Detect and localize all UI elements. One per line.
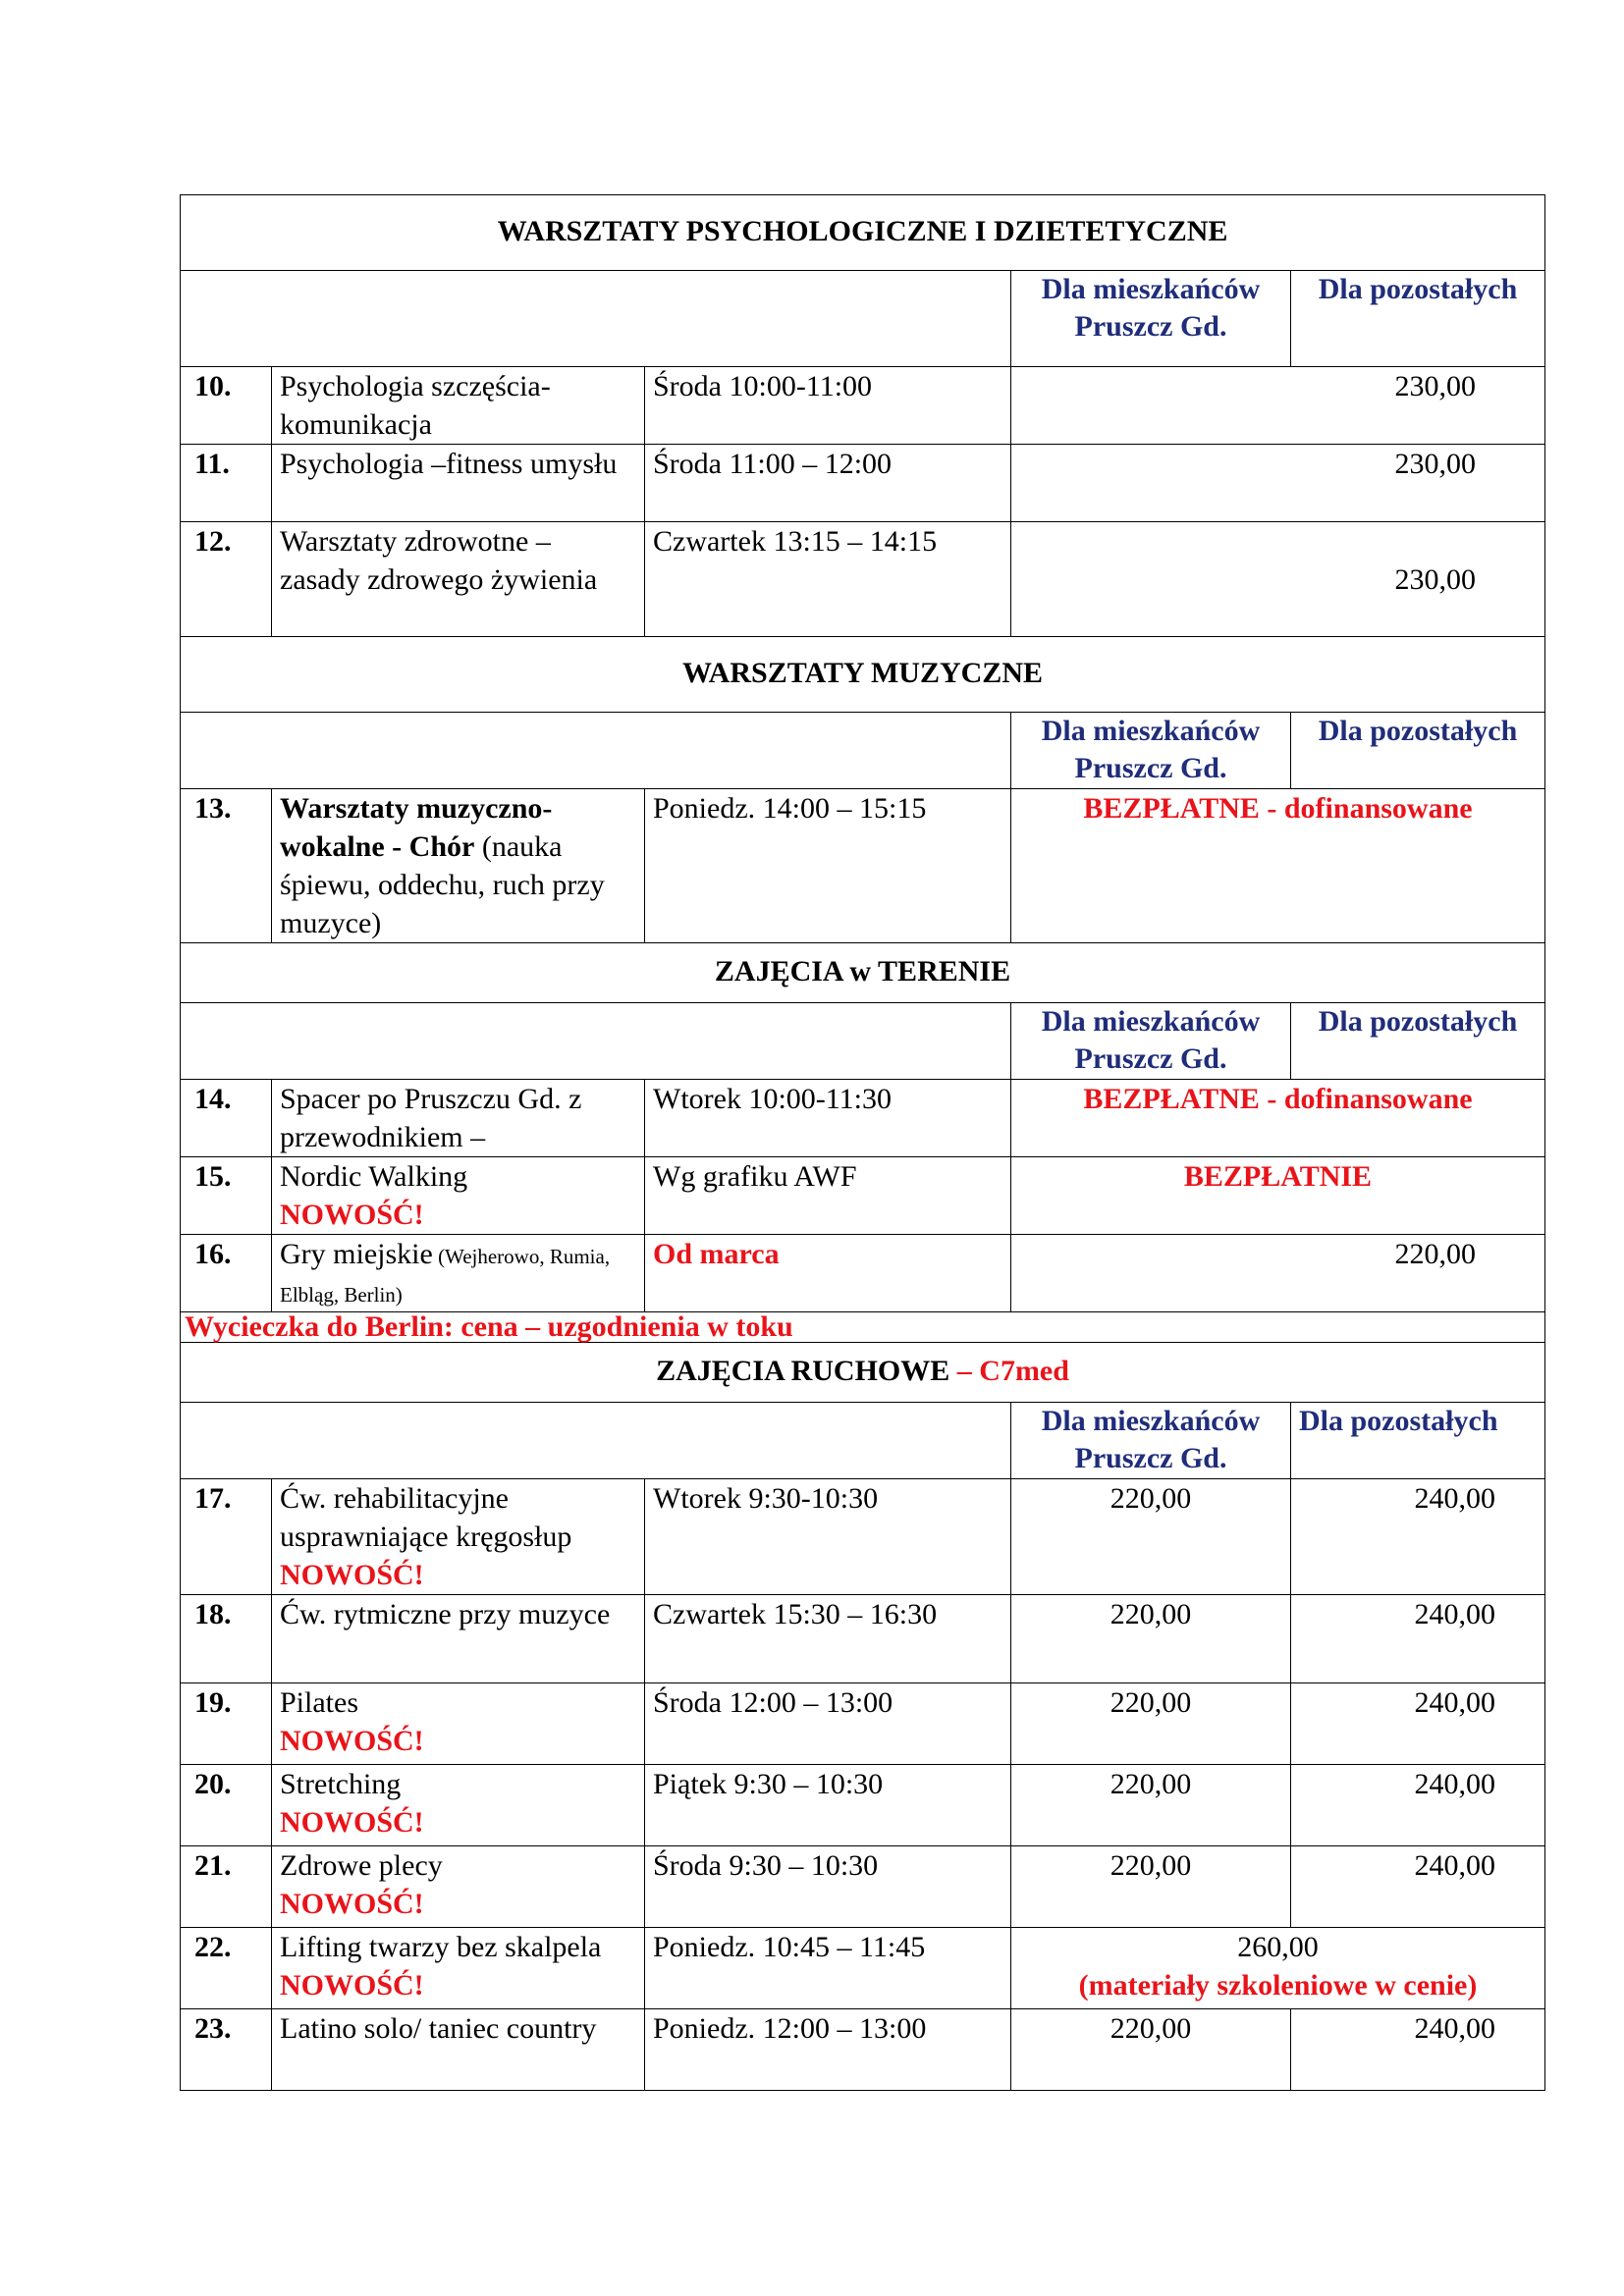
section-title: ZAJĘCIA w TERENIE (181, 943, 1545, 1003)
activity-price: BEZPŁATNIE (1011, 1157, 1545, 1235)
activity-price: 230,00 (1011, 367, 1545, 445)
row-number: 14. (181, 1080, 272, 1157)
row-number: 23. (181, 2009, 272, 2091)
header-others: Dla pozostałych (1291, 713, 1545, 789)
activity-name-bold: Warsztaty muzyczno-wokalne - Chór (280, 792, 553, 863)
price-residents: 220,00 (1011, 1479, 1291, 1595)
activity-name-text: Gry miejskie (280, 1238, 433, 1270)
header-others: Dla pozostałych (1291, 271, 1545, 367)
activity-price: 220,00 (1011, 1235, 1545, 1312)
header-others: Dla pozostałych (1291, 1003, 1545, 1080)
note-row (181, 1312, 1545, 1343)
activity-time: Od marca (645, 1235, 1011, 1312)
price-residents: 220,00 (1011, 1595, 1291, 1683)
activity-name (272, 1157, 645, 1235)
activity-time: Poniedz. 14:00 – 15:15 (645, 789, 1011, 943)
activity-time: Wg grafiku AWF (645, 1157, 1011, 1235)
table-row (181, 1595, 1545, 1683)
activity-name (272, 1765, 645, 1846)
section-title-row (181, 943, 1545, 1003)
new-badge: NOWOŚĆ! (280, 1969, 424, 2002)
new-badge: NOWOŚĆ! (280, 1199, 424, 1231)
price-residents: 220,00 (1011, 1765, 1291, 1846)
table-row (181, 367, 1545, 445)
price-others: 240,00 (1291, 1846, 1545, 1928)
price-others: 240,00 (1291, 1683, 1545, 1765)
column-header-row (181, 1003, 1545, 1080)
header-others: Dla pozostałych (1291, 1403, 1545, 1479)
schedule-table (180, 194, 1545, 2091)
new-badge: NOWOŚĆ! (280, 1888, 424, 1920)
activity-time: Czwartek 13:15 – 14:15 (645, 522, 1011, 637)
row-number: 13. (181, 789, 272, 943)
table-row (181, 1479, 1545, 1595)
price-others: 240,00 (1291, 1595, 1545, 1683)
activity-name: Ćw. rytmiczne przy muzyce (272, 1595, 645, 1683)
row-number: 15. (181, 1157, 272, 1235)
activity-name-text: Zdrowe plecy (280, 1849, 443, 1882)
activity-time: Poniedz. 10:45 – 11:45 (645, 1928, 1011, 2009)
table-row (181, 1683, 1545, 1765)
activity-name-text: Pilates (280, 1686, 358, 1719)
activity-name-places: (Wejherowo, Rumia, Elbląg, Berlin) (280, 1245, 611, 1307)
trip-note: Wycieczka do Berlin: cena – uzgodnienia w toku (181, 1312, 1545, 1343)
activity-price: BEZPŁATNE - dofinansowane (1011, 1080, 1545, 1157)
activity-time: Środa 10:00-11:00 (645, 367, 1011, 445)
section-title: WARSZTATY MUZYCZNE (181, 637, 1545, 713)
activity-name-text: Lifting twarzy bez skalpela (280, 1931, 602, 1963)
activity-price (1011, 1928, 1545, 2009)
activity-name: Spacer po Pruszczu Gd. z przewodnikiem – (272, 1080, 645, 1157)
activity-time: Wtorek 9:30-10:30 (645, 1479, 1011, 1595)
price-residents: 220,00 (1011, 2009, 1291, 2091)
section-title-row (181, 637, 1545, 713)
table-row (181, 1928, 1545, 2009)
price-others: 240,00 (1291, 2009, 1545, 2091)
header-residents: Dla mieszkańców Pruszcz Gd. (1011, 713, 1291, 789)
row-number: 19. (181, 1683, 272, 1765)
activity-name (272, 1235, 645, 1312)
activity-name (272, 789, 645, 943)
price-note: (materiały szkoleniowe w cenie) (1078, 1969, 1478, 2002)
activity-name (272, 1683, 645, 1765)
column-header-row (181, 713, 1545, 789)
activity-price: BEZPŁATNE - dofinansowane (1011, 789, 1545, 943)
activity-time: Czwartek 15:30 – 16:30 (645, 1595, 1011, 1683)
activity-name (272, 1846, 645, 1928)
table-row (181, 2009, 1545, 2091)
row-number: 16. (181, 1235, 272, 1312)
new-badge: NOWOŚĆ! (280, 1559, 424, 1591)
activity-time: Poniedz. 12:00 – 13:00 (645, 2009, 1011, 2091)
price-others: 240,00 (1291, 1479, 1545, 1595)
row-number: 22. (181, 1928, 272, 2009)
header-residents: Dla mieszkańców Pruszcz Gd. (1011, 1403, 1291, 1479)
row-number: 20. (181, 1765, 272, 1846)
row-number: 18. (181, 1595, 272, 1683)
activity-name: Warsztaty zdrowotne – zasady zdrowego żywienia (272, 522, 645, 637)
price-value: 260,00 (1237, 1931, 1319, 1963)
activity-name-text: Nordic Walking (280, 1160, 468, 1193)
new-badge: NOWOŚĆ! (280, 1725, 424, 1757)
price-residents: 220,00 (1011, 1683, 1291, 1765)
activity-price: 230,00 (1011, 522, 1545, 637)
column-header-row (181, 1403, 1545, 1479)
activity-time: Piątek 9:30 – 10:30 (645, 1765, 1011, 1846)
table-row (181, 1846, 1545, 1928)
activity-name (272, 1928, 645, 2009)
row-number: 11. (181, 445, 272, 522)
section-title-main: ZAJĘCIA RUCHOWE (656, 1355, 950, 1387)
section-title: WARSZTATY PSYCHOLOGICZNE I DZIETETYCZNE (181, 195, 1545, 271)
activity-time: Wtorek 10:00-11:30 (645, 1080, 1011, 1157)
activity-name-text: Ćw. rehabilitacyjne usprawniające kręgosłup (280, 1482, 572, 1553)
row-number: 21. (181, 1846, 272, 1928)
table-row (181, 789, 1545, 943)
activity-name-rest: (nauka śpiewu, oddechu, ruch przy muzyce) (280, 830, 605, 939)
price-others: 240,00 (1291, 1765, 1545, 1846)
column-header-row (181, 271, 1545, 367)
activity-price: 230,00 (1011, 445, 1545, 522)
activity-name (272, 1479, 645, 1595)
row-number: 17. (181, 1479, 272, 1595)
section-title (181, 1343, 1545, 1403)
section-title-brand: – C7med (949, 1355, 1069, 1387)
header-residents: Dla mieszkańców Pruszcz Gd. (1011, 1003, 1291, 1080)
activity-name-text: Stretching (280, 1768, 402, 1800)
header-residents: Dla mieszkańców Pruszcz Gd. (1011, 271, 1291, 367)
activity-time: Środa 12:00 – 13:00 (645, 1683, 1011, 1765)
table-row (181, 1080, 1545, 1157)
table-row (181, 522, 1545, 637)
section-title-row (181, 195, 1545, 271)
section-title-row (181, 1343, 1545, 1403)
new-badge: NOWOŚĆ! (280, 1806, 424, 1839)
activity-name: Psychologia –fitness umysłu (272, 445, 645, 522)
table-row (181, 1157, 1545, 1235)
table-row (181, 1235, 1545, 1312)
price-residents: 220,00 (1011, 1846, 1291, 1928)
row-number: 12. (181, 522, 272, 637)
activity-name: Latino solo/ taniec country (272, 2009, 645, 2091)
activity-time: Środa 11:00 – 12:00 (645, 445, 1011, 522)
row-number: 10. (181, 367, 272, 445)
table-row (181, 445, 1545, 522)
activity-time: Środa 9:30 – 10:30 (645, 1846, 1011, 1928)
table-row (181, 1765, 1545, 1846)
activity-name: Psychologia szczęścia- komunikacja (272, 367, 645, 445)
